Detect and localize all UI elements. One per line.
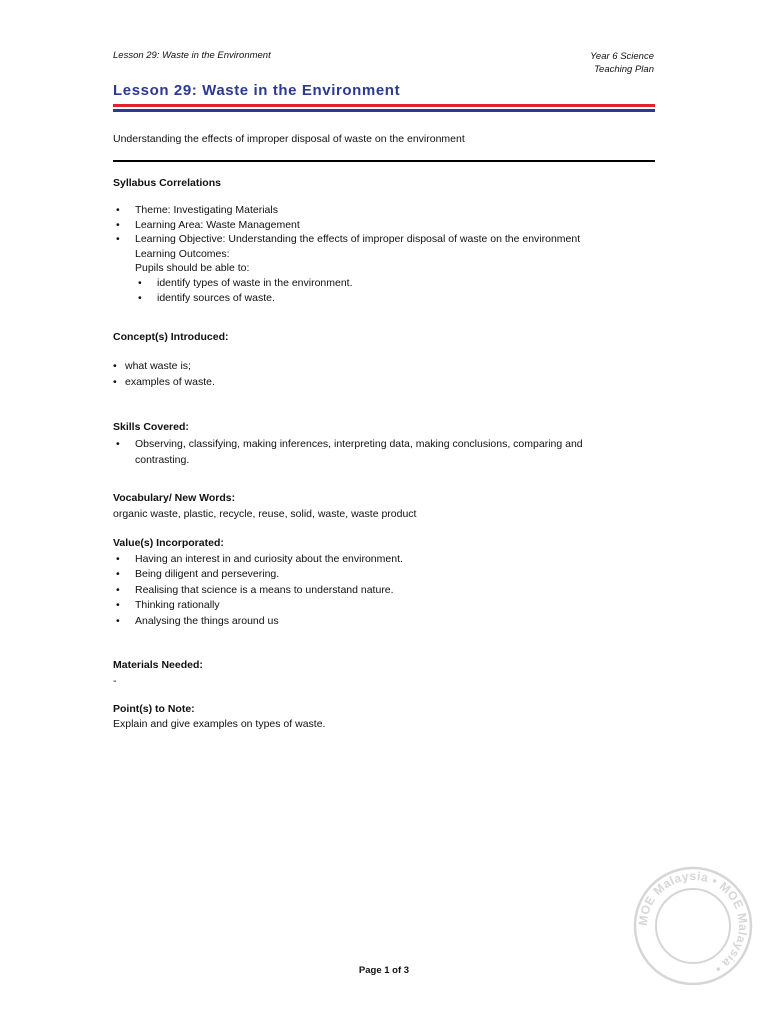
running-header-course [540,50,654,76]
outcomes-intro: Pupils should be able to: [135,262,250,275]
list-item: • Thinking rationally [113,598,673,613]
concepts-list [113,359,613,390]
points-text: Explain and give examples on types of waste. [113,718,326,730]
skills-line-2: contrasting. [135,454,190,466]
list-item: • Theme: Investigating Materials [113,203,673,218]
concepts-heading: Concept(s) Introduced: [113,331,229,343]
list-item: • identify sources of waste. [135,291,635,306]
materials-text: - [113,675,117,687]
list-item: • identify types of waste in the environment. [135,276,635,291]
list-item-text: • Learning Objective: Understanding the effects of improper disposal of waste on the environment [135,233,581,246]
list-item: • Being diligent and persevering. [113,567,673,582]
list-item: • Analysing the things around us [113,614,673,629]
vocabulary-text: organic waste, plastic, recycle, reuse, solid, waste, waste product [113,508,417,520]
values-list [113,552,673,629]
section-divider [113,160,655,162]
skills-list [113,436,673,468]
skills-heading: Skills Covered: [113,421,189,433]
outcomes-label: Learning Outcomes: [135,247,230,260]
list-item: • examples of waste. [113,375,613,391]
values-heading: Value(s) Incorporated: [113,537,224,549]
vocabulary-heading: Vocabulary/ New Words: [113,492,236,504]
skills-line-1: • Observing, classifying, making inferences, interpreting data, making conclusions, comparing and [135,438,583,450]
moe-malaysia-stamp [632,865,754,987]
title-rule-red [113,104,655,107]
running-header-course-line2: Teaching Plan [594,64,654,75]
stamp-outer-ring [635,868,751,984]
lesson-subtitle: Understanding the effects of improper disposal of waste on the environment [113,133,465,145]
outcomes-list [135,276,635,305]
running-header-course-line1: Year 6 Science [590,51,654,62]
stamp-inner-ring [656,889,730,963]
list-item [113,232,673,276]
list-item: • Having an interest in and curiosity about the environment. [113,552,673,567]
page-title: Lesson 29: Waste in the Environment [113,82,401,99]
stamp-text: MOE Malaysia • MOE Malaysia • [635,868,751,977]
running-header-lesson: Lesson 29: Waste in the Environment [113,50,271,61]
list-item [113,436,673,468]
list-item: • Learning Area: Waste Management [113,218,673,233]
title-rule-blue [113,109,655,112]
syllabus-list [113,203,673,276]
syllabus-heading: Syllabus Correlations [113,177,221,189]
materials-heading: Materials Needed: [113,659,203,671]
points-heading: Point(s) to Note: [113,703,195,715]
page-number: Page 1 of 3 [358,965,410,976]
list-item: • Realising that science is a means to understand nature. [113,583,673,598]
list-item: • what waste is; [113,359,613,375]
